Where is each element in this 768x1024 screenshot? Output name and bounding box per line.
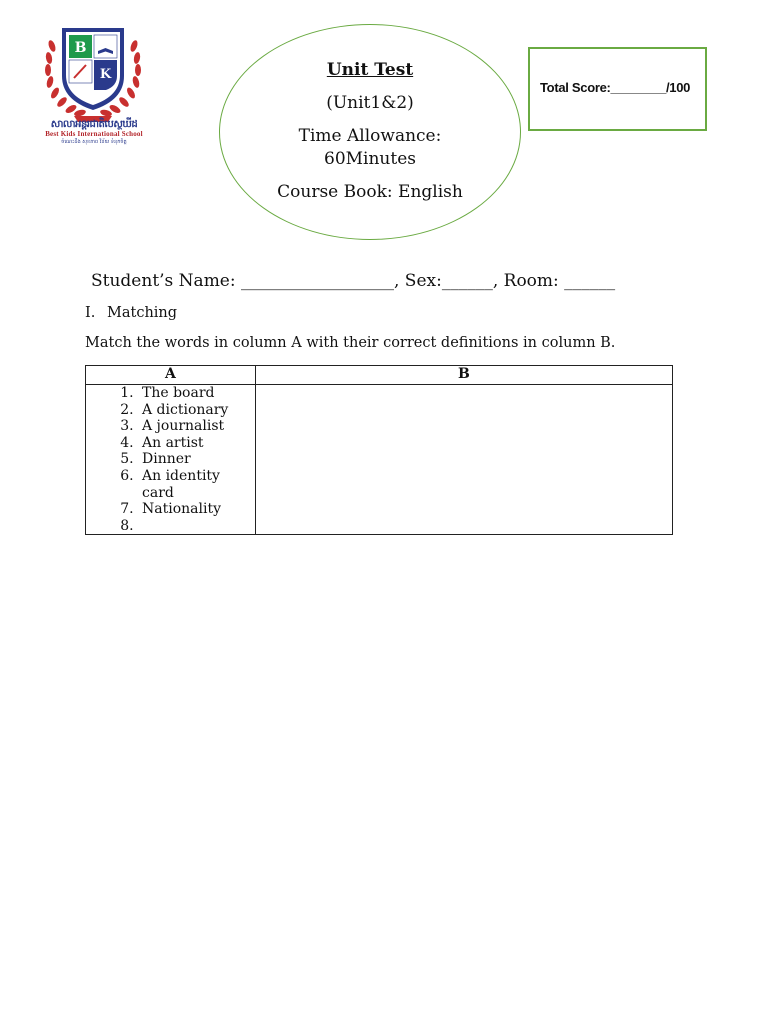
- column-a-cell: [86, 385, 256, 535]
- section-instruction: Match the words in column A with their correct definitions in column B.: [85, 335, 616, 351]
- list-item: 1. The board: [138, 385, 255, 402]
- table-header-row: [86, 366, 673, 385]
- total-score: Total Score:________/100: [540, 80, 691, 95]
- list-item: 4. An artist: [138, 435, 255, 452]
- list-item: 5. Dinner: [138, 451, 255, 468]
- section-heading: [85, 305, 177, 321]
- test-title: Unit Test: [326, 60, 414, 80]
- list-item: [138, 518, 255, 535]
- student-info-line: Student’s Name: __________________, Sex:______, Room: ______: [91, 271, 616, 291]
- school-name-khmer: សាលាអន្តរជាតិបេស្ថឃីដ: [50, 119, 138, 130]
- column-a-header: A: [86, 366, 256, 385]
- list-item: 3. A journalist: [138, 418, 255, 435]
- section-title: Matching: [107, 305, 178, 321]
- time-allowance-label: Time Allowance:: [298, 126, 442, 146]
- svg-text:K: K: [99, 67, 112, 82]
- school-motto: ចំណេះដឹង សុខភាព វិន័យ ទំនុកចិត្ត: [61, 139, 127, 145]
- svg-text:B: B: [74, 40, 87, 56]
- course-book: Course Book: English: [277, 182, 463, 202]
- test-units: (Unit1&2): [326, 93, 414, 113]
- list-item: 2. A dictionary: [138, 402, 255, 419]
- matching-table: [85, 365, 673, 535]
- column-a-list: [86, 385, 255, 534]
- list-item: 7. Nationality: [138, 501, 255, 518]
- column-b-cell: [255, 385, 672, 535]
- list-item: 6. An identity card: [138, 468, 255, 501]
- school-name-english: Best Kids International School: [45, 130, 143, 138]
- section-number: I.: [85, 305, 96, 321]
- time-allowance-value: 60Minutes: [324, 149, 416, 169]
- column-b-header: B: [255, 366, 672, 385]
- table-row: [86, 385, 673, 535]
